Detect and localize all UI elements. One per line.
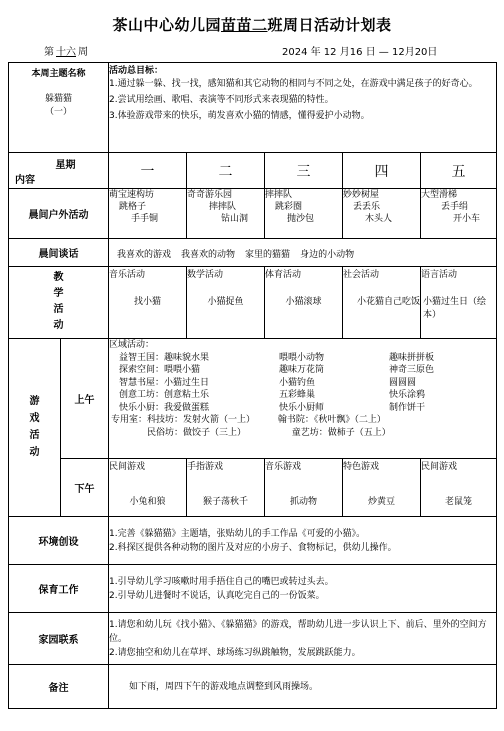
goal-title: 活动总目标：: [109, 66, 164, 76]
outdoor-cell: 摔摔队 跳彩圈 抛沙包: [265, 189, 343, 239]
area-row: 快乐小厨：我爱做蛋糕 快乐小厨师 制作饼干: [119, 402, 426, 413]
environment-line: 1.完善《躲猫猫》主题墙，张贴幼儿的手工作品《可爱的小猫》。: [109, 528, 366, 539]
outdoor-cell: 奇奇游乐园 摔摔队 钻山洞: [187, 189, 265, 239]
outdoor-cell: 大型滑梯 丢手绢 开小车: [421, 189, 497, 239]
talk-item: 我喜欢的动物: [181, 250, 236, 260]
talk-cell: [109, 239, 497, 267]
theme-label: 本周主题名称: [31, 69, 86, 79]
afternoon-label: 下午: [61, 459, 109, 517]
area-title: 区域活动：: [109, 340, 155, 350]
notes-label: 备注: [9, 665, 109, 709]
care-label: 保育工作: [9, 565, 109, 613]
area-row: 益智王国：趣味貌水果 喂喂小动物 趣味拼拼板: [119, 352, 435, 363]
day-thu: 四: [343, 153, 421, 189]
day-fri: 五: [421, 153, 497, 189]
afternoon-cell: 手指游戏 猴子荡秋千: [187, 459, 265, 517]
goal-item: 2.尝试用绘画、歌唱、表演等不同形式来表现猫的特性。: [109, 95, 334, 105]
teaching-cell: 语言活动 小猫过生日（绘本）: [421, 267, 497, 339]
teaching-cell: 数学活动 小猫捉鱼: [187, 267, 265, 339]
environment-label: 环境创设: [9, 517, 109, 565]
notes-row: [9, 665, 497, 709]
family-cell: [109, 613, 497, 665]
theme-name: 躲猫猫: [45, 94, 73, 104]
environment-line: 2.科探区提供各种动物的图片及对应的小房子、食物标记，供幼儿操作。: [109, 542, 397, 553]
teaching-label: 教学活动: [9, 267, 109, 339]
days-row: [9, 153, 497, 189]
environment-cell: [109, 517, 497, 565]
family-line: 1.请您和幼儿玩《找小猫》、《躲猫猫》的游戏，帮助幼儿进一步认识上下、前后、里外的空间方位。: [109, 619, 487, 644]
goals-cell: [109, 63, 497, 153]
page-title: [0, 14, 504, 35]
teaching-cell: 体育活动 小猫滚球: [265, 267, 343, 339]
family-row: [9, 613, 497, 665]
talk-label: 晨间谈话: [9, 239, 109, 267]
talk-row: [9, 239, 497, 267]
theme-name-part: （一）: [45, 107, 73, 117]
special-room-row: 专用室：科技坊：发射火箭（一上） 翰书院：《秋叶飘》（二上）: [111, 415, 386, 425]
theme-row: [9, 63, 497, 153]
day-tue: 二: [187, 153, 265, 189]
date-range: 2024 年 12 月16 日 — 12月20日: [282, 47, 438, 58]
day-mon: 一: [109, 153, 187, 189]
family-line: 2.请您抽空和幼儿在草坪、球场练习纵跳触物，发展跳跃能力。: [109, 647, 361, 658]
area-row: 创意工坊：创意粘土乐 五彩蜂巢 快乐涂鸦: [119, 390, 426, 400]
outdoor-label: 晨间户外活动: [9, 189, 109, 239]
games-morning-row: [9, 339, 497, 459]
goal-item: 3.体验游戏带来的快乐，萌发喜欢小猫的情感，懂得爱护小动物。: [109, 111, 370, 121]
talk-item: 家里的猫猫: [245, 250, 291, 260]
special-room-row: 民俗坊：做饺子（三上） 童艺坊：做柿子（五上）: [147, 427, 391, 438]
kindergarten-name: 茶山中心幼儿园: [112, 16, 221, 34]
teaching-cell: 社会活动 小花猫自己吃饭: [343, 267, 421, 339]
games-afternoon-row: [9, 459, 497, 517]
outdoor-cell: 萌宝速构坊 跳格子 手手铜: [109, 189, 187, 239]
theme-cell: [9, 63, 109, 153]
morning-label: 上午: [61, 339, 109, 459]
afternoon-cell: 民间游戏 老鼠笼: [421, 459, 497, 517]
week-label: 第 十六 周: [44, 47, 88, 58]
afternoon-cell: 民间游戏 小兔和狼: [109, 459, 187, 517]
care-row: [9, 565, 497, 613]
area-row: 探索空间：喂喂小猫 趣味万花筒 神奇三原色: [119, 365, 435, 375]
area-activities: [109, 339, 497, 459]
area-row: 智慧书屋：小猫过生日 小猫钓鱼 圆圆圆: [119, 377, 417, 388]
class-name: 苗苗二: [220, 16, 268, 34]
talk-item: 我喜欢的游戏: [117, 250, 172, 260]
days-header: 星期 内容: [9, 153, 109, 189]
afternoon-cell: 音乐游戏 抓动物: [265, 459, 343, 517]
care-line: 1.引导幼儿学习咳嗽时用手捂住自己的嘴巴或转过头去。: [109, 576, 334, 587]
environment-row: [9, 517, 497, 565]
care-line: 2.引导幼儿进餐时不说话，认真吃完自己的一份饭菜。: [109, 590, 325, 601]
title-suffix: 班周日活动计划表: [267, 16, 392, 34]
week-number: 十六: [56, 47, 76, 58]
games-label: 游戏活动: [9, 339, 61, 517]
afternoon-cell: 特色游戏 炒黄豆: [343, 459, 421, 517]
outdoor-cell: 妙妙树屋 丢丢乐 木头人: [343, 189, 421, 239]
care-cell: [109, 565, 497, 613]
goal-item: 1.通过躲一躲、找一找，感知猫和其它动物的相同与不同之处，在游戏中满足孩子的好奇心。: [109, 79, 478, 89]
family-label: 家园联系: [9, 613, 109, 665]
talk-item: 身边的小动物: [300, 250, 355, 260]
teaching-row: [9, 267, 497, 339]
outdoor-row: [9, 189, 497, 239]
day-wed: 三: [265, 153, 343, 189]
teaching-cell: 音乐活动 找小猫: [109, 267, 187, 339]
plan-table: [8, 62, 497, 709]
notes-text: 如下雨，周四下午的游戏地点调整到风雨操场。: [109, 665, 497, 709]
